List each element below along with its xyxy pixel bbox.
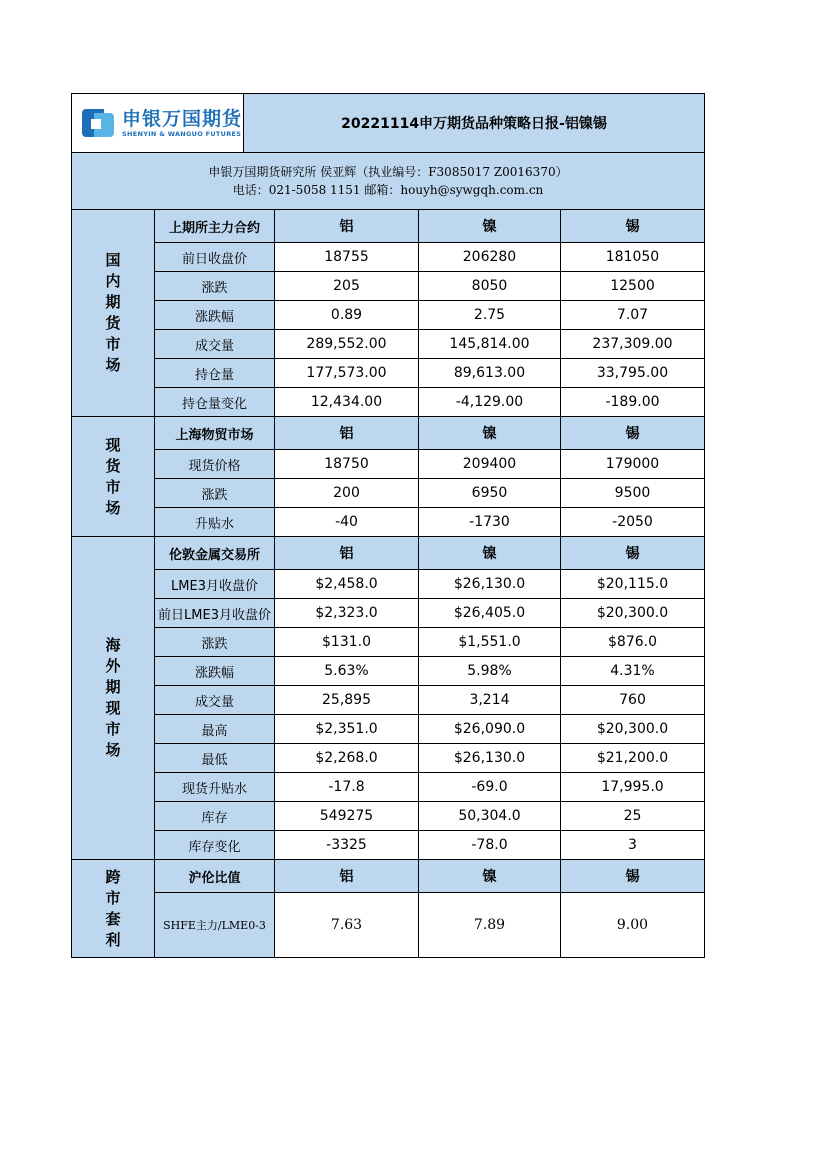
table-row	[155, 301, 704, 330]
row-label: 库存变化	[155, 831, 275, 859]
table-header-row	[155, 417, 704, 450]
row-label: 成交量	[155, 686, 275, 714]
value-cell: -4,129.00	[419, 388, 561, 416]
value-cell: 50,304.0	[419, 802, 561, 830]
value-cell: $26,405.0	[419, 599, 561, 627]
value-cell: $20,115.0	[596, 576, 669, 592]
row-label: 现货升贴水	[155, 773, 275, 801]
row-label: 伦敦金属交易所	[155, 537, 275, 569]
value-cell: $2,458.0	[275, 570, 419, 598]
value-cell: 181050	[605, 249, 660, 265]
value-cell: 200	[275, 479, 419, 507]
value-cell: 铝	[275, 417, 419, 449]
table-row	[155, 831, 704, 859]
value-cell: 5.63%	[275, 657, 419, 685]
value-cell: -3325	[275, 831, 419, 859]
value-cell: 89,613.00	[419, 359, 561, 387]
value-cell: $26,130.0	[419, 570, 561, 598]
report-title: 20221114申万期货品种策略日报-铝镍锡	[244, 94, 704, 152]
report-header	[72, 94, 704, 153]
value-cell: 177,573.00	[275, 359, 419, 387]
table-row	[155, 599, 704, 628]
value-cell: 镍	[419, 210, 561, 242]
row-label: 涨跌	[155, 272, 275, 300]
table-row	[155, 479, 704, 508]
table-row	[155, 628, 704, 657]
value-cell: 12,434.00	[275, 388, 419, 416]
value-cell: 7.63	[275, 893, 419, 957]
table-row	[155, 893, 704, 957]
table-row	[155, 802, 704, 831]
row-label: 最高	[155, 715, 275, 743]
table-row	[155, 243, 704, 272]
value-cell: 镍	[419, 417, 561, 449]
value-cell: 6950	[419, 479, 561, 507]
logo-cn-text: 申银万国期货	[122, 108, 243, 130]
row-label: 涨跌	[155, 479, 275, 507]
row-label: 成交量	[155, 330, 275, 358]
value-cell: 17,995.0	[601, 779, 664, 795]
row-label: 持仓量	[155, 359, 275, 387]
report-table	[71, 93, 705, 958]
author-line: 申银万国期货研究所 侯亚辉（执业编号：F3085017 Z0016370）	[208, 165, 568, 179]
value-cell: 9500	[614, 485, 651, 501]
value-cell: 0.89	[275, 301, 419, 329]
value-cell: 206280	[419, 243, 561, 271]
value-cell: 铝	[275, 210, 419, 242]
value-cell: 7.07	[616, 307, 649, 323]
author-info	[72, 153, 704, 210]
value-cell: 205	[275, 272, 419, 300]
value-cell: 3	[628, 837, 637, 853]
side-label-text: 现货市场	[105, 435, 121, 517]
table-row	[155, 359, 704, 388]
overseas-side-label	[72, 537, 155, 859]
domestic-side-label	[72, 210, 155, 416]
table-row	[155, 330, 704, 359]
value-cell: -40	[275, 508, 419, 536]
section-spot	[72, 417, 704, 537]
table-row	[155, 773, 704, 802]
value-cell: 锡	[561, 860, 704, 892]
value-cell: 145,814.00	[419, 330, 561, 358]
value-cell: -1730	[419, 508, 561, 536]
value-cell: 25	[623, 808, 642, 824]
value-cell: $26,090.0	[419, 715, 561, 743]
value-cell: $1,551.0	[419, 628, 561, 656]
row-label: 前日LME3月收盘价	[155, 599, 275, 627]
value-cell: 铝	[275, 860, 419, 892]
table-row	[155, 657, 704, 686]
logo-mark-icon	[80, 105, 116, 141]
value-cell: 9.00	[616, 917, 649, 933]
logo-en-text: SHENYIN & WANGUO FUTURES	[122, 130, 242, 138]
row-label: 沪伦比值	[155, 860, 275, 892]
value-cell: -2050	[612, 514, 653, 530]
table-header-row	[155, 210, 704, 243]
section-domestic	[72, 210, 704, 417]
value-cell: $20,300.0	[596, 721, 669, 737]
value-cell: 锡	[561, 537, 704, 569]
table-row	[155, 388, 704, 416]
table-row	[155, 508, 704, 536]
arbitrage-side-label	[72, 860, 155, 957]
side-label-text: 跨市套利	[105, 867, 121, 949]
value-cell: 209400	[419, 450, 561, 478]
row-label: LME3月收盘价	[155, 570, 275, 598]
value-cell: 锡	[561, 210, 704, 242]
table-row	[155, 744, 704, 773]
row-label: 库存	[155, 802, 275, 830]
row-label: 升贴水	[155, 508, 275, 536]
value-cell: 237,309.00	[592, 336, 673, 352]
table-row	[155, 450, 704, 479]
table-row	[155, 715, 704, 744]
value-cell: $20,300.0	[596, 605, 669, 621]
value-cell: 3,214	[419, 686, 561, 714]
value-cell: $2,268.0	[275, 744, 419, 772]
value-cell: $131.0	[275, 628, 419, 656]
value-cell: $2,323.0	[275, 599, 419, 627]
table-row	[155, 570, 704, 599]
value-cell: 镍	[419, 537, 561, 569]
row-label: 前日收盘价	[155, 243, 275, 271]
value-cell: 2.75	[419, 301, 561, 329]
row-label: 最低	[155, 744, 275, 772]
side-label-text: 海外期现市场	[105, 636, 121, 759]
value-cell: 25,895	[275, 686, 419, 714]
value-cell: $26,130.0	[419, 744, 561, 772]
value-cell: 7.89	[419, 893, 561, 957]
value-cell: 12500	[610, 278, 655, 294]
value-cell: 18750	[275, 450, 419, 478]
row-label: 持仓量变化	[155, 388, 275, 416]
section-overseas	[72, 537, 704, 860]
value-cell: 18755	[275, 243, 419, 271]
value-cell: 549275	[275, 802, 419, 830]
table-header-row	[155, 537, 704, 570]
value-cell: 33,795.00	[596, 365, 669, 381]
value-cell: 179000	[605, 456, 660, 472]
table-row	[155, 686, 704, 715]
row-label: SHFE主力/LME0-3	[155, 893, 275, 957]
row-label: 上期所主力合约	[155, 210, 275, 242]
value-cell: 289,552.00	[275, 330, 419, 358]
value-cell: 锡	[561, 417, 704, 449]
spot-side-label	[72, 417, 155, 536]
side-label-text: 国内期货市场	[105, 251, 121, 374]
row-label: 涨跌幅	[155, 657, 275, 685]
value-cell: -69.0	[419, 773, 561, 801]
table-header-row	[155, 860, 704, 893]
value-cell: $876.0	[608, 634, 657, 650]
value-cell: $2,351.0	[275, 715, 419, 743]
value-cell: 镍	[419, 860, 561, 892]
value-cell: 铝	[275, 537, 419, 569]
row-label: 涨跌幅	[155, 301, 275, 329]
value-cell: 760	[619, 692, 646, 708]
table-row	[155, 272, 704, 301]
company-logo	[72, 94, 244, 152]
row-label: 上海物贸市场	[155, 417, 275, 449]
value-cell: 4.31%	[610, 663, 655, 679]
contact-line: 电话：021-5058 1151 邮箱：houyh@sywgqh.com.cn	[232, 183, 544, 197]
row-label: 现货价格	[155, 450, 275, 478]
value-cell: 5.98%	[419, 657, 561, 685]
value-cell: 8050	[419, 272, 561, 300]
value-cell: -78.0	[419, 831, 561, 859]
value-cell: -17.8	[275, 773, 419, 801]
section-arbitrage	[72, 860, 704, 957]
value-cell: -189.00	[605, 394, 660, 410]
value-cell: $21,200.0	[596, 750, 669, 766]
row-label: 涨跌	[155, 628, 275, 656]
